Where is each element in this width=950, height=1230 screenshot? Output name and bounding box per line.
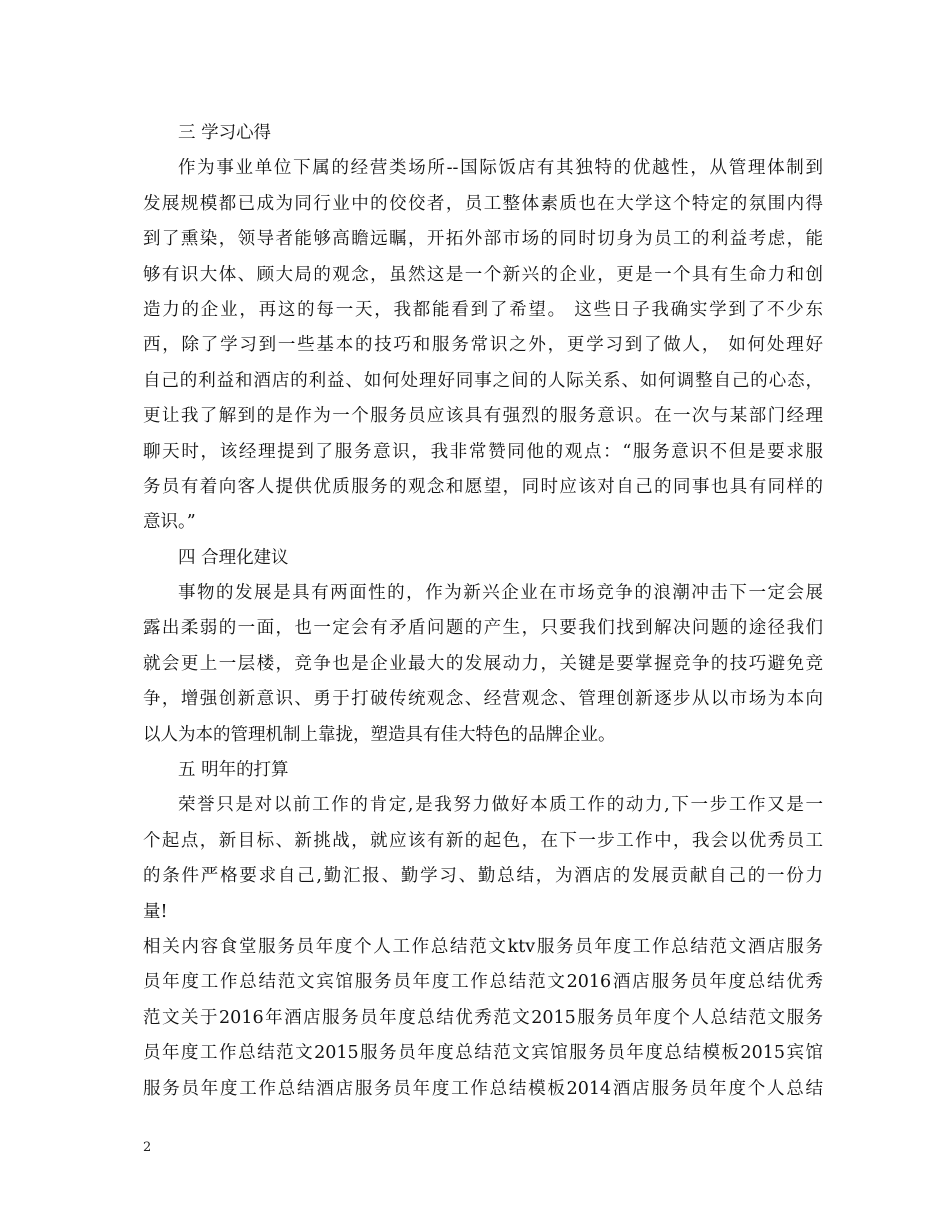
text-line: 西，除了学习到一些基本的技巧和服务常识之外，更学习到了做人， 如何处理好 bbox=[143, 335, 823, 356]
text-line: 的条件严格要求自己,勤汇报、勤学习、勤总结，为酒店的发展贡献自己的一份力 bbox=[143, 866, 823, 887]
text-line: 荣誉只是对以前工作的肯定,是我努力做好本质工作的动力,下一步工作又是一 bbox=[178, 795, 823, 816]
text-line: 五 明年的打算 bbox=[178, 760, 289, 781]
text-line: 作为事业单位下属的经营类场所--国际饭店有其独特的优越性，从管理体制到 bbox=[178, 158, 823, 179]
text-line: 就会更上一层楼，竞争也是企业最大的发展动力，关键是要掌握竞争的技巧避免竞 bbox=[143, 653, 823, 674]
text-line: 员年度工作总结范文2015服务员年度总结范文宾馆服务员年度总结模板2015宾馆 bbox=[143, 1043, 823, 1064]
text-line: 更让我了解到的是作为一个服务员应该具有强烈的服务意识。在一次与某部门经理 bbox=[143, 406, 823, 427]
text-line: 以人为本的管理机制上靠拢，塑造具有佳大特色的品牌企业。 bbox=[143, 724, 616, 745]
text-line: 三 学习心得 bbox=[178, 123, 272, 143]
text-line: 发展规模都已成为同行业中的佼佼者，员工整体素质也在大学这个特定的氛围内得 bbox=[143, 193, 823, 214]
text-line: 自己的利益和酒店的利益、如何处理好同事之间的人际关系、如何调整自己的心态， bbox=[143, 370, 823, 391]
text-line: 事物的发展是具有两面性的，作为新兴企业在市场竞争的浪潮冲击下一定会展 bbox=[178, 583, 823, 604]
page-number: 2 bbox=[143, 1140, 152, 1155]
text-line: 露出柔弱的一面，也一定会有矛盾问题的产生，只要我们找到解决问题的途径我们 bbox=[143, 618, 823, 639]
text-line: 意识。” bbox=[143, 512, 196, 533]
text-line: 个起点，新目标、新挑战，就应该有新的起色，在下一步工作中，我会以优秀员工 bbox=[143, 830, 823, 851]
text-line: 四 合理化建议 bbox=[178, 547, 289, 568]
text-line: 相关内容食堂服务员年度个人工作总结范文ktv服务员年度工作总结范文酒店服务 bbox=[143, 936, 823, 957]
text-line: 范文关于2016年酒店服务员年度总结优秀范文2015服务员年度个人总结范文服务 bbox=[143, 1007, 823, 1028]
document-body bbox=[143, 116, 823, 1107]
text-line: 够有识大体、顾大局的观念，虽然这是一个新兴的企业，更是一个具有生命力和创 bbox=[143, 264, 823, 285]
text-line: 务员有着向客人提供优质服务的观念和愿望，同时应该对自己的同事也具有同样的 bbox=[143, 476, 823, 497]
text-line: 量! bbox=[143, 901, 168, 922]
text-line: 服务员年度工作总结酒店服务员年度工作总结模板2014酒店服务员年度个人总结 bbox=[143, 1078, 823, 1099]
text-line: 造力的企业，再这的每一天，我都能看到了希望。 这些日子我确实学到了不少东 bbox=[143, 299, 823, 320]
text-line: 到了熏染，领导者能够高瞻远瞩，开拓外部市场的同时切身为员工的利益考虑，能 bbox=[143, 229, 823, 250]
text-line: 员年度工作总结范文宾馆服务员年度工作总结范文2016酒店服务员年度总结优秀 bbox=[143, 972, 823, 993]
text-line: 聊天时，该经理提到了服务意识，我非常赞同他的观点：“服务意识不但是要求服 bbox=[143, 441, 823, 462]
text-line: 争，增强创新意识、勇于打破传统观念、经营观念、管理创新逐步从以市场为本向 bbox=[143, 689, 823, 710]
